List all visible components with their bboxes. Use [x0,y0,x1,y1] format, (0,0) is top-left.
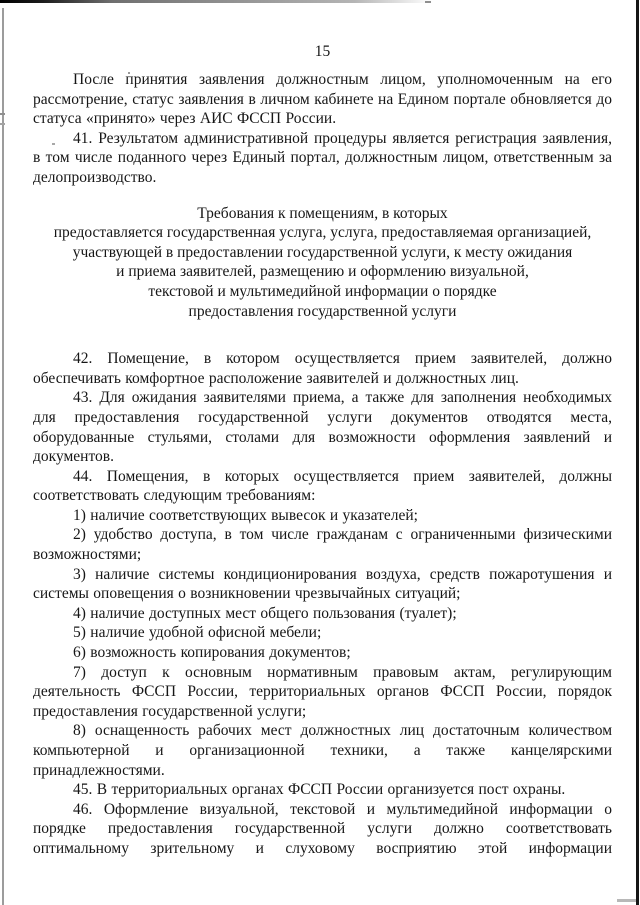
list-item-5: 5) наличие удобной офисной мебели; [73,624,322,642]
section-heading-line: Требования к помещениям, в которых [197,204,448,222]
section-heading-line: предоставления государственной услуги [188,302,457,320]
intro-section [33,70,612,188]
list-item-2: 2) удобство доступа, в том числе гражданам с ограниченными физическими возможностями; [33,526,612,564]
paragraph-43: 43. Для ожидания заявителями приема, а также для заполнения необходимых для предоставления государственной услуги документов отводятся места, оборудованные стульями, столами для возможности оформления заявлений и документов. [33,389,612,466]
section-heading-line: предоставляется государственная услуга, услуга, предоставляемая организацией, [53,224,592,242]
scan-artifact-left-dash [0,123,5,125]
scan-artifact-right-line [636,0,639,905]
list-item-7: 7) доступ к основным нормативным правовым актам, регулирующим деятельность ФССП России, территориальных органов ФССП России, порядок предоставления государственной услуги; [33,663,612,720]
page-content [33,0,612,859]
paragraph-45: 45. В территориальных органах ФССП России организуется пост охраны. [73,781,566,799]
body-section [33,349,612,858]
scan-artifact-bottom-right-dash [617,899,636,902]
scan-artifact-left-dash [0,113,5,115]
paragraph: После принятия заявления должностным лицом, уполномоченным на его рассмотрение, статус заявления в личном кабинете на Едином портале обновляется до статуса «принято» через АИС ФССП России. [33,71,612,128]
list-item-8: 8) оснащенность рабочих мест должностных лиц достаточным количеством компьютерной и организационной техники, а также канцелярскими принадлежностями. [33,722,612,779]
list-item-6: 6) возможность копирования документов; [73,644,351,662]
paragraph-46: 46. Оформление визуальной, текстовой и мультимедийной информации о порядке предоставления государственной услуги должно соответствовать оптимальному зрительному и слуховому восприятию этой информации [33,800,612,857]
list-item-3: 3) наличие системы кондиционирования воздуха, средств пожаротушения и системы оповещения о возникновении чрезвычайных ситуаций; [33,565,612,603]
paragraph-42: 42. Помещение, в котором осуществляется прием заявителей, должно обеспечивать комфортное расположение заявителей и должностных лиц. [33,350,612,387]
list-item-4: 4) наличие доступных мест общего пользования (туалет); [73,604,457,622]
paragraph-41: 41. Результатом административной процедуры является регистрация заявления, в том числе поданного через Единый портал, должностным лицом, ответственным за делопроизводство. [33,129,612,186]
list-item-1: 1) наличие соответствующих вывесок и указателей; [73,506,418,524]
paragraph-44: 44. Помещения, в которых осуществляется прием заявителей, должны соответствовать следующим требованиям: [33,467,612,505]
section-heading [33,204,612,322]
section-heading-line: текстовой и мультимедийной информации о порядке [148,282,497,300]
section-heading-line: участвующей в предоставлении государственной услуги, к месту ожидания [72,243,573,261]
scan-artifact-left-line [2,8,4,905]
section-heading-line: и приема заявителей, размещению и оформлению визуальной, [116,263,529,281]
page-number: 15 [314,43,331,60]
